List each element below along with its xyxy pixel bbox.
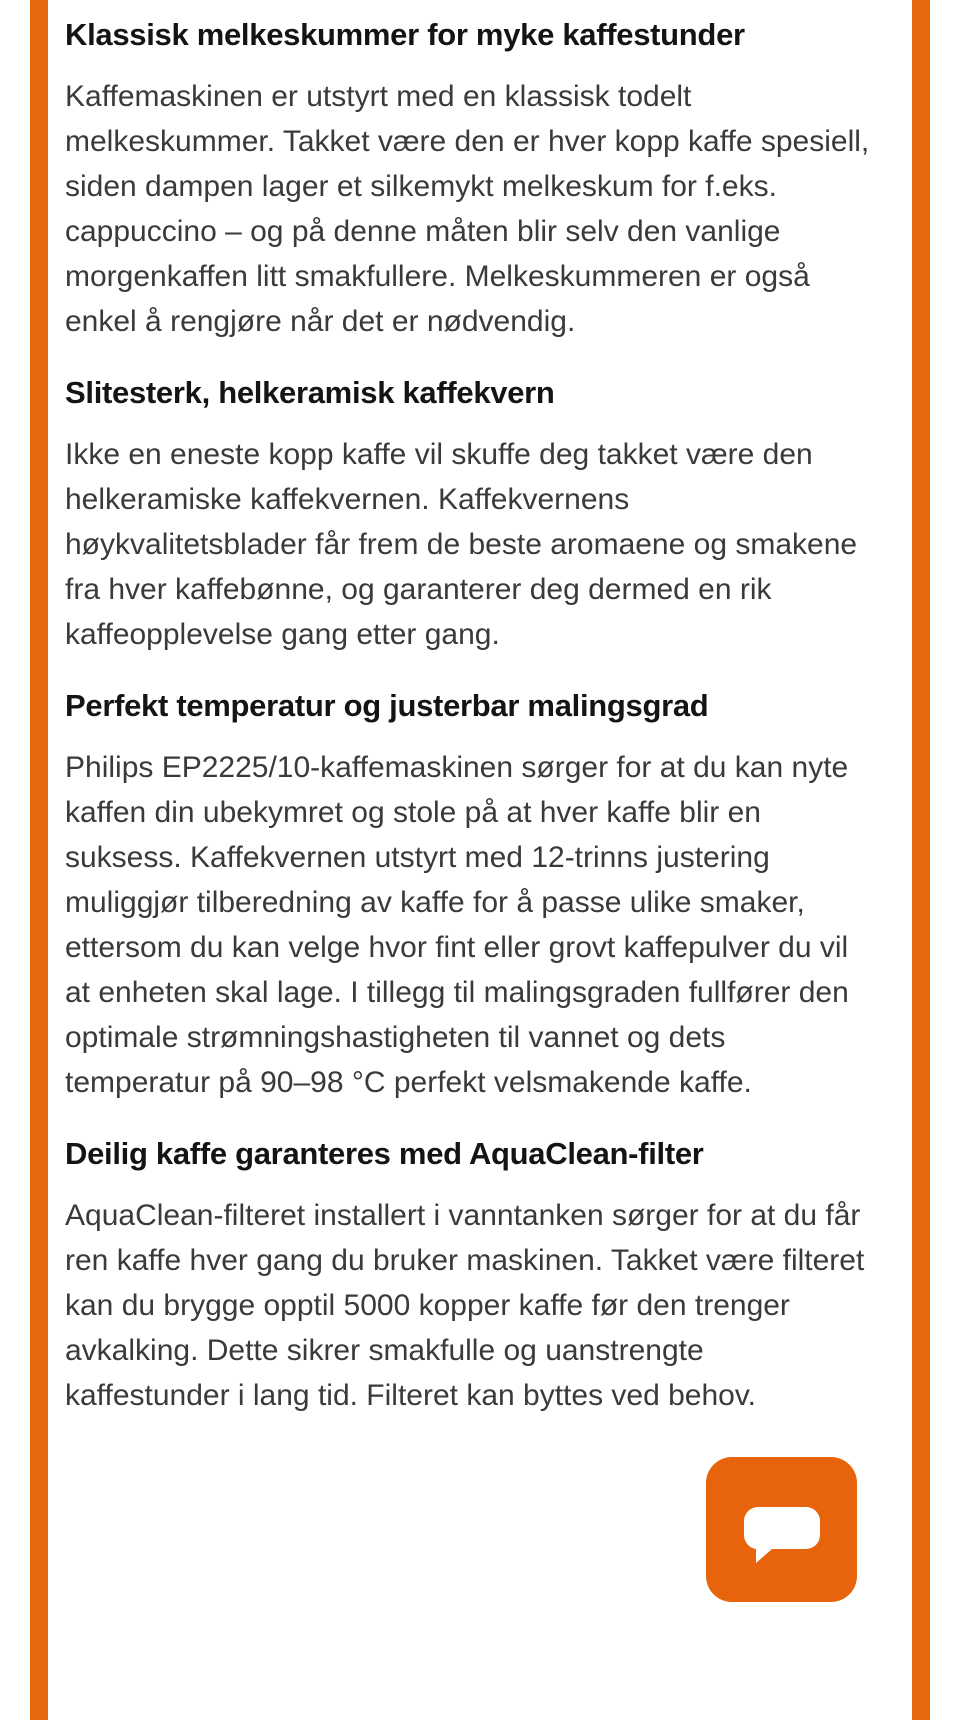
feature-body: Philips EP2225/10-kaffemaskinen sørger for at du kan nyte kaffen din ubekymret og stole på at hver kaffe blir en suksess. Kaffekvernen utstyrt med 12-trinns justering muliggjør tilberedning av kaffe for å passe ulike smaker, ettersom du kan velge hvor fint eller grovt kaffepulver du vil at enheten skal lage. I tillegg til malingsgraden fullfører den optimale strømningshastigheten til vannet og dets temperatur på 90–98 °C perfekt velsmakende kaffe. (65, 751, 849, 1099)
feature-section-aquaclean-filter (65, 1135, 870, 1418)
product-description-content (65, 0, 870, 1418)
feature-section-milk-frother (65, 16, 870, 344)
feature-body: Ikke en eneste kopp kaffe vil skuffe deg takket være den helkeramiske kaffekvernen. Kaffekvernens høykvalitetsblader får frem de beste aromaene og smakene fra hver kaffebønne, og garanterer deg dermed en rik kaffeopplevelse gang etter gang. (65, 438, 858, 651)
feature-body: Kaffemaskinen er utstyrt med en klassisk todelt melkeskummer. Takket være den er hver kopp kaffe spesiell, siden dampen lager et silkemykt melkeskum for f.eks. cappuccino – og på denne måten blir selv den vanlige morgenkaffen litt smakfullere. Melkeskummeren er også enkel å rengjøre når det er nødvendig. (65, 80, 870, 338)
feature-section-ceramic-grinder (65, 374, 870, 657)
feature-heading: Deilig kaffe garanteres med AquaClean-filter (65, 1136, 704, 1171)
feature-heading: Perfekt temperatur og justerbar malingsgrad (65, 688, 709, 723)
feature-section-temperature-grind (65, 687, 870, 1105)
chat-button[interactable] (706, 1457, 857, 1602)
speech-bubble-icon (738, 1487, 826, 1573)
right-accent-bar (912, 0, 930, 1720)
feature-heading: Klassisk melkeskummer for myke kaffestunder (65, 17, 745, 52)
left-accent-bar (30, 0, 48, 1720)
feature-body: AquaClean-filteret installert i vanntanken sørger for at du får ren kaffe hver gang du bruker maskinen. Takket være filteret kan du brygge opptil 5000 kopper kaffe før den trenger avkalking. Dette sikrer smakfulle og uanstrengte kaffestunder i lang tid. Filteret kan byttes ved behov. (65, 1199, 865, 1412)
feature-heading: Slitesterk, helkeramisk kaffekvern (65, 375, 555, 410)
